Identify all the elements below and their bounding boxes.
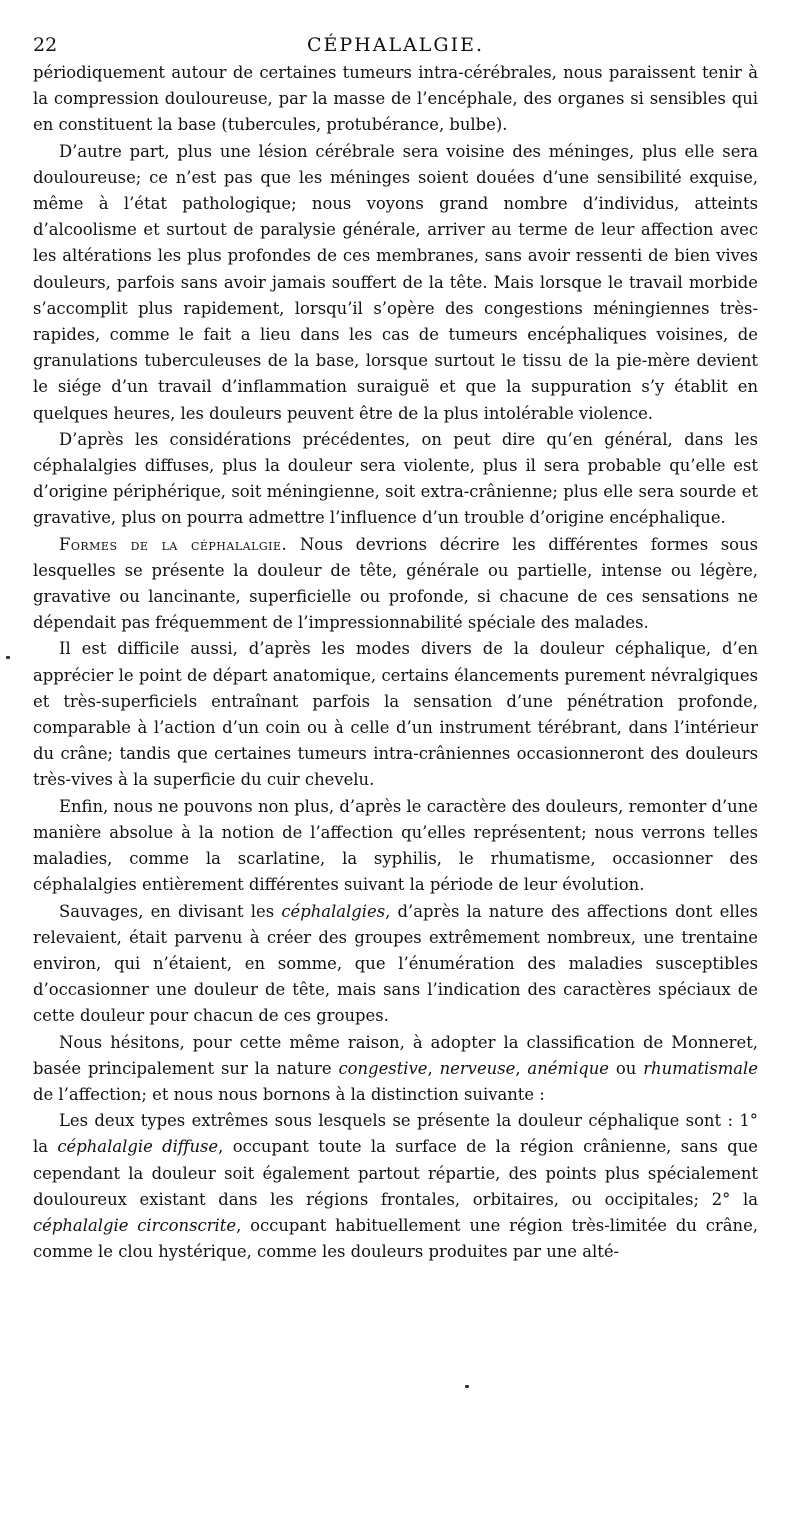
page-header — [33, 30, 758, 60]
punctuation: , — [427, 1058, 433, 1078]
running-head: CÉPHALALGIE. — [306, 34, 485, 56]
paragraph: Il est difficile aussi, d’après les modes divers de la douleur céphalique, d’en apprécier le point de départ anatomique, certains élancements purement névralgiques et très-superficiels entraînant parfois la sensation d’une pénétration profonde, comparable à l’action d’un coin ou à celle d’un instrument térébrant, dans l’intérieur du crâne; tandis que certaines tumeurs intra-crâniennes occasionneront des douleurs très-vives à la superficie du cuir chevelu. — [33, 639, 758, 790]
italic-term: congestive — [338, 1058, 428, 1078]
paragraph-formes — [33, 532, 758, 637]
paragraph: D’autre part, plus une lésion cérébrale sera voisine des méninges, plus elle sera douloureuse; ce n’est pas que les méninges soient douées d’une sensibilité exquise, même à l’état pathologique; nous voyons grand nombre d’individus, atteints d’alcoolisme et surtout de paralysie générale, arriver au terme de leur affection avec les altérations les plus profondes de ces membranes, sans avoir ressenti de bien vives douleurs, parfois sans avoir jamais souffert de la tête. Mais lorsque le travail morbide s’accomplit plus rapidement, lorsqu’il s’opère des congestions méningiennes très-rapides, comme le fait a lieu dans les cas de tumeurs encéphaliques voisines, de granulations tuberculeuses de la base, lorsque surtout le tissu de la pie-mère devient le siége d’un travail d’inflammation suraiguë et que la suppuration s’y établit en quelques heures, les douleurs peuvent être de la plus intolérable violence. — [33, 141, 758, 423]
italic-term: nerveuse — [439, 1058, 516, 1078]
italic-term: anémique — [527, 1058, 609, 1078]
punctuation: , — [515, 1058, 521, 1078]
paragraph-text: d’après la nature des affections dont elles relevaient, était parvenu à créer des groupes extrêmement nombreux, une trentaine environ, qui n’étaient, en somme, que l’énumération des maladies susceptibles d’occasionner une douleur de tête, mais sans l’indication des caractères spéciaux de cette douleur pour chacun de ces groupes. — [33, 901, 758, 1026]
print-speck — [465, 1385, 469, 1388]
punctuation: , — [385, 901, 391, 921]
paragraph-text: ou — [615, 1058, 637, 1078]
paragraph: Enfin, nous ne pouvons non plus, d’après le caractère des douleurs, remonter d’une manière absolue à la notion de l’affection qu’elles représentent; nous verrons telles maladies, comme la scarlatine, la syphilis, le rhumatisme, occasionner des céphalalgies entièrement différentes suivant la période de leur évolution. — [33, 796, 758, 895]
paragraph-text: de l’affection; et nous nous bornons à la distinction suivante : — [33, 1084, 545, 1104]
page-number: 22 — [33, 34, 58, 56]
section-heading: Formes de la céphalalgie. — [59, 534, 288, 554]
paragraph-text: , occupant toute la surface de la région crânienne, sans que cependant la douleur soit également partout répartie, des points plus spécialement douloureux existant dans les régions frontales, orbitaires, ou occipitales; — [33, 1137, 758, 1209]
paragraph-text: , occupant habituellement une région très-limitée du crâne, comme le clou hystérique, comme les douleurs produites par une alté- — [33, 1215, 759, 1262]
paragraph-text: Nous devrions décrire les différentes formes sous lesquelles se présente la douleur de tête, générale ou partielle, intense ou légère, gravative ou lancinante, superficielle ou profonde, si chacune de ces sensations ne dépendait pas fréquemment de l’impressionnabilité spéciale des malades. — [33, 534, 758, 633]
paragraph-types — [33, 1108, 758, 1265]
paragraph-text: la — [33, 1137, 49, 1157]
print-speck — [6, 656, 10, 659]
italic-term: céphalalgie diffuse — [57, 1137, 219, 1157]
body-text — [33, 60, 758, 1265]
paragraph: D’après les considérations précédentes, on peut dire qu’en général, dans les céphalalgies diffuses, plus la douleur sera violente, plus il sera probable qu’elle est d’origine périphérique, soit méningienne, soit extra-crânienne; plus elle sera sourde et gravative, plus on pourra admettre l’influence d’un trouble d’origine encéphalique. — [33, 429, 758, 528]
italic-term: céphalalgies — [281, 901, 386, 921]
italic-term: rhumatismale — [643, 1058, 758, 1078]
paragraph-text: la — [742, 1189, 758, 1209]
paragraph-text: Les deux types extrêmes sous lesquels se présente la douleur céphalique sont : — [59, 1111, 733, 1131]
list-number: 2° — [711, 1189, 731, 1209]
italic-term: céphalalgie circonscrite — [33, 1215, 237, 1235]
paragraph-text: Sauvages, en divisant les — [59, 901, 275, 921]
list-number: 1° — [739, 1111, 758, 1131]
paragraph-sauvages — [33, 899, 758, 1030]
paragraph-monneret — [33, 1030, 758, 1109]
paragraph-text: Nous hésitons, pour cette même raison, à adopter la classification de Monneret, basée principalement sur la nature — [33, 1032, 758, 1078]
paragraph-continued: périodiquement autour de certaines tumeurs intra-cérébrales, nous paraissent tenir à la compression douloureuse, par la masse de l’encéphale, des organes si sensibles qui en constituent la base (tubercules, protubérance, bulbe). — [33, 63, 758, 135]
